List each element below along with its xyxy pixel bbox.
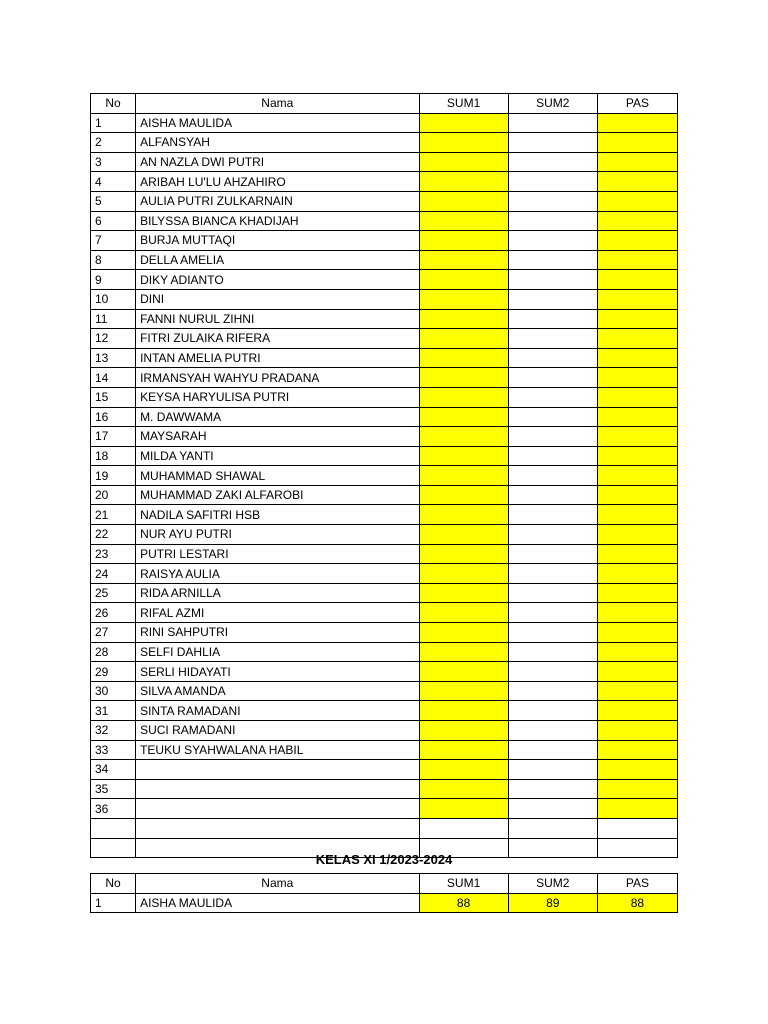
cell-no[interactable]: 19 (91, 466, 136, 486)
cell-no[interactable] (91, 818, 136, 838)
cell-no[interactable]: 14 (91, 368, 136, 388)
cell-pas[interactable] (597, 191, 677, 211)
cell-sum2[interactable] (508, 603, 597, 623)
table-row (91, 740, 678, 760)
section-title: KELAS XI 1/2023-2024 (315, 852, 453, 867)
cell-pas[interactable] (597, 231, 677, 251)
grade-table-second (90, 873, 678, 913)
cell-nama[interactable]: SINTA RAMADANI (136, 701, 419, 721)
header-row (91, 874, 678, 894)
cell-no[interactable]: 2 (91, 133, 136, 153)
cell-sum2[interactable] (508, 466, 597, 486)
cell-no[interactable]: 28 (91, 642, 136, 662)
cell-sum1[interactable] (419, 250, 508, 270)
cell-nama[interactable]: RIFAL AZMI (136, 603, 419, 623)
table-row (91, 133, 678, 153)
cell-no[interactable]: 4 (91, 172, 136, 192)
table-row (91, 701, 678, 721)
cell-pas[interactable] (597, 368, 677, 388)
cell-pas[interactable] (597, 289, 677, 309)
cell-pas[interactable] (597, 740, 677, 760)
cell-sum2[interactable] (508, 779, 597, 799)
cell-pas[interactable] (597, 387, 677, 407)
cell-sum2[interactable] (508, 133, 597, 153)
cell-sum1[interactable] (419, 270, 508, 290)
cell-nama[interactable]: SILVA AMANDA (136, 681, 419, 701)
cell-sum1[interactable] (419, 505, 508, 525)
cell-pas[interactable] (597, 446, 677, 466)
table-row (91, 348, 678, 368)
cell-pas[interactable] (597, 407, 677, 427)
cell-nama[interactable]: NUR AYU PUTRI (136, 525, 419, 545)
table-row (91, 760, 678, 780)
header-sum1: SUM1 (419, 874, 508, 894)
table-row (91, 427, 678, 447)
cell-no[interactable]: 15 (91, 387, 136, 407)
cell-sum2[interactable] (508, 152, 597, 172)
table-row (91, 231, 678, 251)
cell-pas[interactable] (597, 583, 677, 603)
cell-sum2[interactable] (508, 642, 597, 662)
table-row (91, 893, 678, 913)
cell-nama[interactable] (136, 760, 419, 780)
cell-pas[interactable] (597, 133, 677, 153)
cell-sum2[interactable] (508, 525, 597, 545)
cell-sum1[interactable] (419, 485, 508, 505)
cell-sum1[interactable] (419, 289, 508, 309)
cell-sum1[interactable] (419, 466, 508, 486)
cell-nama[interactable]: AISHA MAULIDA (136, 113, 419, 133)
cell-pas[interactable] (597, 623, 677, 643)
cell-nama[interactable] (136, 799, 419, 819)
table-row (91, 211, 678, 231)
cell-no[interactable]: 8 (91, 250, 136, 270)
cell-sum2[interactable] (508, 485, 597, 505)
cell-pas[interactable] (597, 505, 677, 525)
table-row (91, 407, 678, 427)
cell-sum2[interactable] (508, 446, 597, 466)
cell-no[interactable]: 21 (91, 505, 136, 525)
cell-sum1[interactable] (419, 113, 508, 133)
cell-no[interactable]: 1 (91, 893, 136, 913)
table-row (91, 544, 678, 564)
table-row (91, 329, 678, 349)
cell-nama[interactable]: RIDA ARNILLA (136, 583, 419, 603)
cell-no[interactable]: 27 (91, 623, 136, 643)
cell-sum1[interactable] (419, 681, 508, 701)
cell-nama[interactable]: FITRI ZULAIKA RIFERA (136, 329, 419, 349)
cell-no[interactable]: 26 (91, 603, 136, 623)
cell-sum1[interactable] (419, 427, 508, 447)
table-row (91, 603, 678, 623)
grade-table (90, 93, 678, 858)
cell-no[interactable]: 23 (91, 544, 136, 564)
cell-no[interactable]: 13 (91, 348, 136, 368)
cell-sum1[interactable] (419, 446, 508, 466)
cell-nama[interactable]: TEUKU SYAHWALANA HABIL (136, 740, 419, 760)
cell-no[interactable]: 30 (91, 681, 136, 701)
cell-nama[interactable]: MILDA YANTI (136, 446, 419, 466)
cell-nama[interactable]: SELFI DAHLIA (136, 642, 419, 662)
cell-pas[interactable] (597, 211, 677, 231)
cell-sum2[interactable] (508, 329, 597, 349)
cell-pas[interactable] (597, 799, 677, 819)
cell-no[interactable]: 6 (91, 211, 136, 231)
cell-sum1[interactable] (419, 799, 508, 819)
cell-pas[interactable] (597, 603, 677, 623)
cell-no[interactable]: 36 (91, 799, 136, 819)
cell-sum1[interactable] (419, 583, 508, 603)
cell-pas[interactable] (597, 309, 677, 329)
cell-sum2[interactable] (508, 387, 597, 407)
cell-sum1[interactable] (419, 368, 508, 388)
cell-nama[interactable]: MUHAMMAD ZAKI ALFAROBI (136, 485, 419, 505)
cell-sum2[interactable] (508, 623, 597, 643)
cell-no[interactable]: 12 (91, 329, 136, 349)
cell-pas[interactable] (597, 466, 677, 486)
table-row (91, 583, 678, 603)
cell-sum1[interactable] (419, 662, 508, 682)
cell-pas[interactable] (597, 760, 677, 780)
table-row (91, 662, 678, 682)
cell-nama[interactable]: AN NAZLA DWI PUTRI (136, 152, 419, 172)
cell-no[interactable]: 22 (91, 525, 136, 545)
cell-pas[interactable] (597, 250, 677, 270)
table-row (91, 289, 678, 309)
cell-sum1[interactable] (419, 701, 508, 721)
cell-no[interactable]: 35 (91, 779, 136, 799)
table-row (91, 387, 678, 407)
cell-nama[interactable]: AULIA PUTRI ZULKARNAIN (136, 191, 419, 211)
cell-sum2[interactable] (508, 740, 597, 760)
cell-nama[interactable]: NADILA SAFITRI HSB (136, 505, 419, 525)
cell-sum1[interactable] (419, 818, 508, 838)
cell-sum2[interactable] (508, 289, 597, 309)
cell-sum2[interactable] (508, 113, 597, 133)
cell-nama[interactable]: BURJA MUTTAQI (136, 231, 419, 251)
cell-nama[interactable] (136, 818, 419, 838)
cell-no[interactable]: 24 (91, 564, 136, 584)
cell-sum2[interactable] (508, 505, 597, 525)
cell-sum1[interactable] (419, 544, 508, 564)
cell-sum1[interactable] (419, 779, 508, 799)
table-row (91, 368, 678, 388)
cell-nama[interactable]: DIKY ADIANTO (136, 270, 419, 290)
cell-sum1[interactable] (419, 329, 508, 349)
cell-sum1[interactable] (419, 348, 508, 368)
cell-sum1[interactable]: 88 (419, 893, 508, 913)
table-row (91, 779, 678, 799)
cell-pas[interactable] (597, 701, 677, 721)
cell-pas[interactable] (597, 525, 677, 545)
cell-pas[interactable] (597, 427, 677, 447)
table-row (91, 564, 678, 584)
header-sum2: SUM2 (508, 874, 597, 894)
cell-sum2[interactable] (508, 191, 597, 211)
cell-pas[interactable] (597, 329, 677, 349)
header-nama: Nama (136, 94, 419, 114)
cell-nama[interactable]: INTAN AMELIA PUTRI (136, 348, 419, 368)
cell-no[interactable]: 29 (91, 662, 136, 682)
cell-pas[interactable] (597, 152, 677, 172)
cell-sum2[interactable] (508, 721, 597, 741)
table-row (91, 642, 678, 662)
cell-sum2[interactable] (508, 799, 597, 819)
cell-sum1[interactable] (419, 525, 508, 545)
table-row (91, 309, 678, 329)
cell-no[interactable]: 32 (91, 721, 136, 741)
cell-sum1[interactable] (419, 407, 508, 427)
cell-pas[interactable] (597, 681, 677, 701)
cell-sum2[interactable] (508, 701, 597, 721)
table-row (91, 172, 678, 192)
cell-nama[interactable]: SERLI HIDAYATI (136, 662, 419, 682)
cell-no[interactable]: 5 (91, 191, 136, 211)
cell-sum1[interactable] (419, 387, 508, 407)
cell-pas[interactable] (597, 544, 677, 564)
cell-nama[interactable]: RINI SAHPUTRI (136, 623, 419, 643)
cell-pas[interactable] (597, 662, 677, 682)
cell-nama[interactable]: ARIBAH LU'LU AHZAHIRO (136, 172, 419, 192)
table-row (91, 466, 678, 486)
cell-no[interactable]: 3 (91, 152, 136, 172)
header-sum1: SUM1 (419, 94, 508, 114)
cell-sum1[interactable] (419, 740, 508, 760)
cell-no[interactable]: 10 (91, 289, 136, 309)
cell-sum2[interactable] (508, 211, 597, 231)
table-row (91, 113, 678, 133)
table-row (91, 485, 678, 505)
cell-pas[interactable] (597, 348, 677, 368)
table-row (91, 270, 678, 290)
table-row (91, 623, 678, 643)
cell-sum2[interactable] (508, 818, 597, 838)
cell-sum1[interactable] (419, 231, 508, 251)
cell-pas[interactable] (597, 113, 677, 133)
cell-nama[interactable]: RAISYA AULIA (136, 564, 419, 584)
cell-nama[interactable]: KEYSA HARYULISA PUTRI (136, 387, 419, 407)
table-row (91, 250, 678, 270)
table-row (91, 721, 678, 741)
table-row (91, 152, 678, 172)
cell-nama[interactable]: AISHA MAULIDA (136, 893, 419, 913)
cell-nama[interactable]: DELLA AMELIA (136, 250, 419, 270)
cell-sum1[interactable] (419, 211, 508, 231)
cell-sum1[interactable] (419, 172, 508, 192)
cell-no[interactable]: 31 (91, 701, 136, 721)
cell-no[interactable]: 17 (91, 427, 136, 447)
cell-pas[interactable] (597, 779, 677, 799)
header-pas: PAS (597, 94, 677, 114)
cell-sum1[interactable] (419, 603, 508, 623)
cell-sum1[interactable] (419, 309, 508, 329)
cell-sum1[interactable] (419, 642, 508, 662)
cell-no[interactable]: 11 (91, 309, 136, 329)
cell-pas[interactable] (597, 485, 677, 505)
table-row (91, 799, 678, 819)
cell-pas[interactable] (597, 818, 677, 838)
cell-nama[interactable]: ALFANSYAH (136, 133, 419, 153)
cell-pas[interactable]: 88 (597, 893, 677, 913)
cell-no[interactable]: 1 (91, 113, 136, 133)
cell-sum2[interactable] (508, 760, 597, 780)
header-row (91, 94, 678, 114)
cell-sum2[interactable]: 89 (508, 893, 597, 913)
cell-nama[interactable]: PUTRI LESTARI (136, 544, 419, 564)
header-pas: PAS (597, 874, 677, 894)
cell-sum2[interactable] (508, 427, 597, 447)
cell-sum1[interactable] (419, 564, 508, 584)
cell-nama[interactable]: DINI (136, 289, 419, 309)
cell-no[interactable]: 20 (91, 485, 136, 505)
cell-nama[interactable]: FANNI NURUL ZIHNI (136, 309, 419, 329)
cell-sum2[interactable] (508, 348, 597, 368)
cell-no[interactable]: 25 (91, 583, 136, 603)
cell-nama[interactable]: BILYSSA BIANCA KHADIJAH (136, 211, 419, 231)
cell-nama[interactable]: IRMANSYAH WAHYU PRADANA (136, 368, 419, 388)
header-no: No (91, 874, 136, 894)
cell-sum2[interactable] (508, 250, 597, 270)
header-nama: Nama (136, 874, 419, 894)
cell-pas[interactable] (597, 270, 677, 290)
cell-sum2[interactable] (508, 681, 597, 701)
cell-sum1[interactable] (419, 760, 508, 780)
cell-sum2[interactable] (508, 270, 597, 290)
cell-pas[interactable] (597, 172, 677, 192)
cell-no[interactable]: 33 (91, 740, 136, 760)
cell-sum1[interactable] (419, 152, 508, 172)
cell-nama[interactable]: SUCI RAMADANI (136, 721, 419, 741)
cell-nama[interactable]: MUHAMMAD SHAWAL (136, 466, 419, 486)
cell-sum2[interactable] (508, 309, 597, 329)
cell-sum2[interactable] (508, 544, 597, 564)
cell-sum1[interactable] (419, 623, 508, 643)
table-row (91, 191, 678, 211)
cell-nama[interactable]: MAYSARAH (136, 427, 419, 447)
header-sum2: SUM2 (508, 94, 597, 114)
cell-no[interactable]: 34 (91, 760, 136, 780)
cell-nama[interactable] (136, 779, 419, 799)
cell-no[interactable]: 16 (91, 407, 136, 427)
cell-pas[interactable] (597, 564, 677, 584)
cell-no[interactable]: 7 (91, 231, 136, 251)
table-row (91, 818, 678, 838)
cell-sum1[interactable] (419, 191, 508, 211)
cell-sum1[interactable] (419, 133, 508, 153)
cell-sum2[interactable] (508, 407, 597, 427)
table-row (91, 446, 678, 466)
cell-sum1[interactable] (419, 721, 508, 741)
cell-pas[interactable] (597, 642, 677, 662)
cell-nama[interactable]: M. DAWWAMA (136, 407, 419, 427)
cell-sum2[interactable] (508, 368, 597, 388)
cell-pas[interactable] (597, 721, 677, 741)
table-row (91, 505, 678, 525)
cell-sum2[interactable] (508, 172, 597, 192)
cell-sum2[interactable] (508, 231, 597, 251)
table-row (91, 525, 678, 545)
table-row (91, 681, 678, 701)
cell-sum2[interactable] (508, 662, 597, 682)
cell-sum2[interactable] (508, 583, 597, 603)
cell-no[interactable]: 9 (91, 270, 136, 290)
header-no: No (91, 94, 136, 114)
cell-no[interactable]: 18 (91, 446, 136, 466)
cell-sum2[interactable] (508, 564, 597, 584)
